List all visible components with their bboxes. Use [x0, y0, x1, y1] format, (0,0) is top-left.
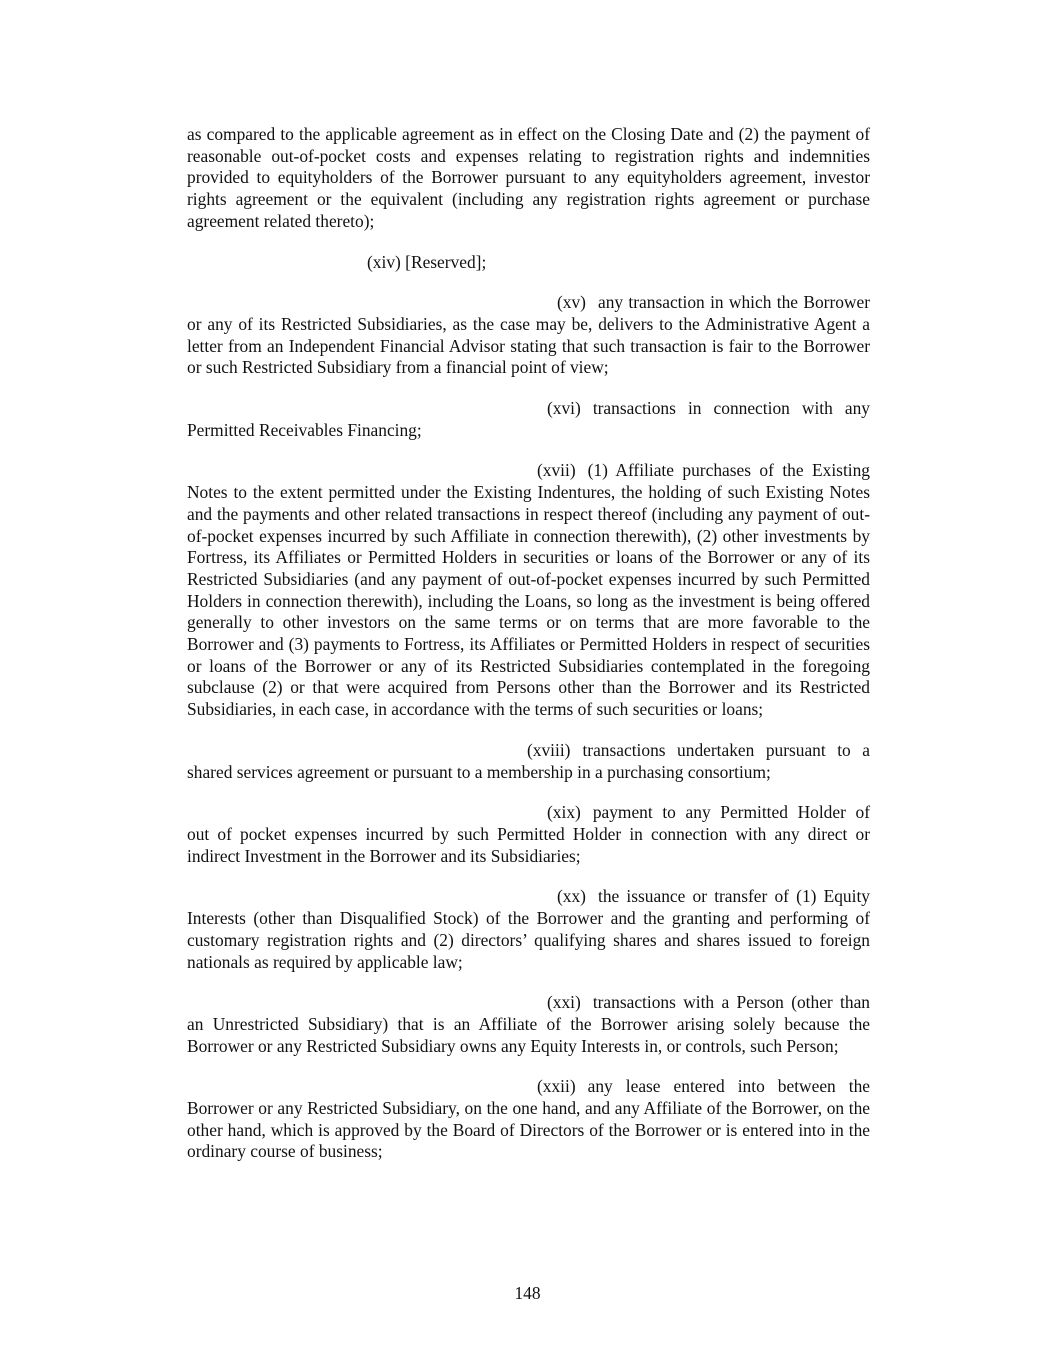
- clause-text: any transaction in which the Borrower or any of its Restricted Subsidiaries, as the case may be, delivers to the Administrative Agent a letter from an Independent Financial Advisor stating that such transaction is fair to the Borrower or such Restricted Subsidiary from a financial point of view;: [187, 292, 870, 378]
- clause-label: (xvi): [547, 398, 581, 419]
- clause-text: payment to any Permitted Holder of out of pocket expenses incurred by such Permitted Holder in connection with any direct or indirect Investment in the Borrower and its Subsidiaries;: [187, 802, 870, 866]
- clause-xviii: [187, 740, 870, 783]
- clause-xx: [187, 886, 870, 973]
- clause-text: any lease entered into between the Borrower or any Restricted Subsidiary, on the one hand, and any Affiliate of the Borrower, on the other hand, which is approved by the Board of Directors of the Borrower or is entered into in the ordinary course of business;: [187, 1076, 870, 1162]
- clause-xiv: [187, 252, 870, 274]
- clause-label: (xxi): [547, 992, 581, 1013]
- clause-label: (xv): [557, 292, 586, 313]
- clause-label: (xvii): [537, 460, 576, 481]
- clause-text: transactions in connection with any Permitted Receivables Financing;: [187, 398, 870, 440]
- continuation-paragraph: as compared to the applicable agreement as in effect on the Closing Date and (2) the payment of reasonable out-of-pocket costs and expenses relating to registration rights and indemnities provided to equityholders of the Borrower pursuant to any equityholders agreement, investor rights agreement or the equivalent (including any registration rights agreement or purchase agreement related thereto);: [187, 124, 870, 231]
- clause-text: transactions with a Person (other than an Unrestricted Subsidiary) that is an Affiliate of the Borrower arising solely because the Borrower or any Restricted Subsidiary owns any Equity Interests in, or controls, such Person;: [187, 992, 870, 1056]
- clause-text: [Reserved];: [405, 251, 487, 272]
- clause-label: (xix): [547, 802, 581, 823]
- clause-label: (xviii): [527, 739, 571, 760]
- clause-xvi: [187, 398, 870, 441]
- clause-text: the issuance or transfer of (1) Equity Interests (other than Disqualified Stock) of the Borrower and the granting and performing of customary registration rights and (2) directors’ qualifying shares and shares issued to foreign nationals as required by applicable law;: [187, 886, 870, 972]
- clause-xvii: [187, 460, 870, 720]
- clause-text: (1) Affiliate purchases of the Existing Notes to the extent permitted under the Existing Indentures, the holding of such Existing Notes and the payments and other related transactions in respect thereof (including any payment of out-of-pocket expenses incurred by such Affiliate in connection therewith), (2) other investments by Fortress, its Affiliates or Permitted Holders in securities or loans of the Borrower or any of its Restricted Subsidiaries (and any payment of out-of-pocket expenses incurred by such Permitted Holders in connection therewith), including the Loans, so long as the investment is being offered generally to other investors on the same terms or on terms that are more favorable to the Borrower and (3) payments to Fortress, its Affiliates or Permitted Holders in respect of securities or loans of the Borrower or any of its Restricted Subsidiaries contemplated in the foregoing subclause (2) or that were acquired from Persons other than the Borrower and its Restricted Subsidiaries, in each case, in accordance with the terms of such securities or loans;: [187, 460, 870, 720]
- clause-label: (xiv): [367, 251, 401, 272]
- clause-xxii: [187, 1076, 870, 1163]
- page-number: 148: [514, 1283, 541, 1303]
- clause-text: transactions undertaken pursuant to a shared services agreement or pursuant to a membership in a purchasing consortium;: [187, 739, 870, 782]
- clause-xv: [187, 292, 870, 379]
- clause-xix: [187, 802, 870, 867]
- document-page: [187, 124, 870, 1182]
- clause-label: (xxii): [537, 1076, 576, 1097]
- clause-xxi: [187, 992, 870, 1057]
- clause-label: (xx): [557, 886, 586, 907]
